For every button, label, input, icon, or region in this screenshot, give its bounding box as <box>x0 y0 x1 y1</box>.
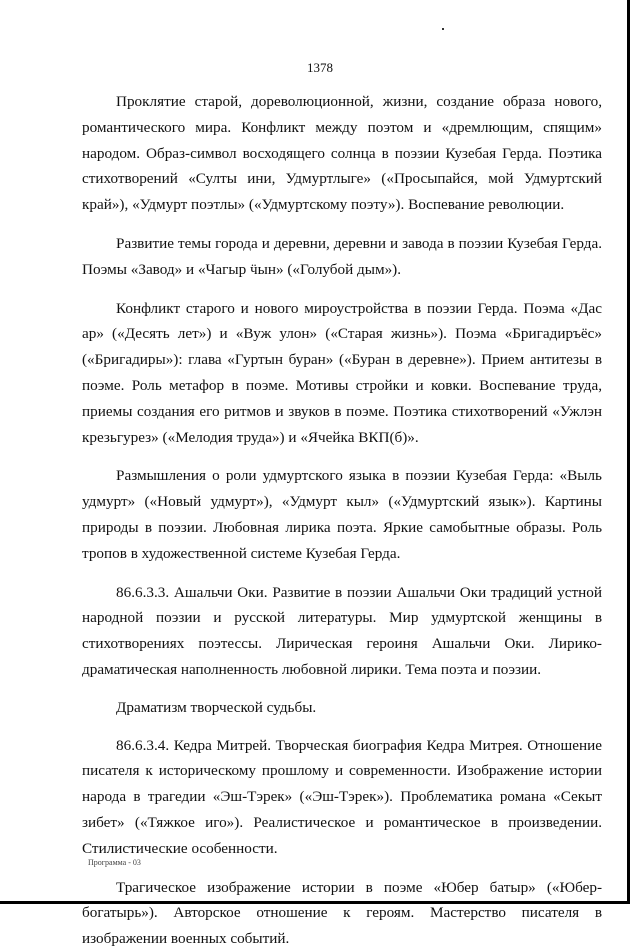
paragraph-3: Конфликт старого и нового мироустройства в поэзии Герда. Поэма «Дас ар» («Десять лет») и «Вуж улон» («Старая жизнь»). Поэма «Бригадиръёс» («Бригадиры»): глава «Гуртын буран» («Буран в деревне»). Прием антитезы в поэме. Роль метафор в поэме. Мотивы стройки и ковки. Воспевание труда, приемы создания его ритмов и звуков в поэме. Поэтика стихотворений «Ужлэн крезьгурез» («Мелодия труда») и «Ячейка ВКП(б)». <box>82 299 602 446</box>
page-number: 1378 <box>307 60 333 75</box>
scan-speck <box>442 28 444 30</box>
paragraph-7: 86.6.3.4. Кедра Митрей. Творческая биография Кедра Митрея. Отношение писателя к историческому прошлому и современности. Изображение истории народа в трагедии «Эш-Тэрек» («Эш-Тэрек»). Проблематика романа «Секыт зибет» («Тяжкое иго»). Реалистическое и романтическое в произведении. Стилистические особенности. <box>82 736 602 857</box>
paragraph-1: Проклятие старой, дореволюционной, жизни, создание образа нового, романтического мира. Конфликт между поэтом и «дремлющим, спящим» народом. Образ-символ восходящего солнца в поэзии Кузебая Герда. Поэтика стихотворений «Султы ини, Удмуртлыге» («Просыпайся, мой Удмуртский край»), «Удмурт поэтлы» («Удмуртскому поэту»). Воспевание революции. <box>82 93 602 214</box>
paragraph-8: Трагическое изображение истории в поэме «Юбер батыр» («Юбер-богатырь»). Авторское отношение к героям. Мастерство писателя в изображении военных событий. <box>82 878 602 948</box>
paragraph-2: Развитие темы города и деревни, деревни и завода в поэзии Кузебая Герда. Поэмы «Завод» и «Чагыр ӵын» («Голубой дым»). <box>82 234 602 278</box>
paragraph-5: 86.6.3.3. Ашальчи Оки. Развитие в поэзии Ашальчи Оки традиций устной народной поэзии и русской литературы. Мир удмуртской женщины в стихотворениях поэтессы. Лирическая героиня Ашальчи Оки. Лирико-драматическая наполненность любовной лирики. Тема поэта и поэзии. <box>82 583 602 678</box>
document-body <box>82 89 602 952</box>
paragraph-4: Размышления о роли удмуртского языка в поэзии Кузебая Герда: «Выль удмурт» («Новый удмурт»), «Удмурт кыл» («Удмуртский язык»). Картины природы в поэзии. Любовная лирика поэта. Яркие самобытные образы. Роль тропов в художественной системе Кузебая Герда. <box>82 467 602 562</box>
paragraph-6: Драматизм творческой судьбы. <box>116 698 317 716</box>
footer-label: Программа - 03 <box>88 858 141 867</box>
